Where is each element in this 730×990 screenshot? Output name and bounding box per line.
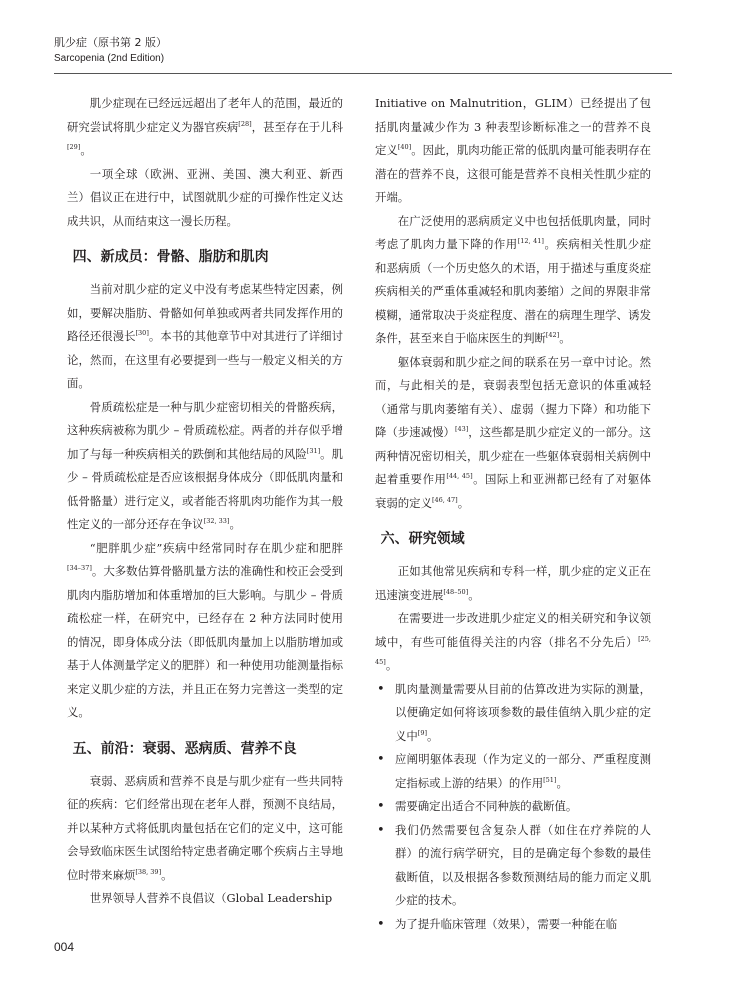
paragraph: 肌少症现在已经远远超出了老年人的范围，最近的研究尝试将肌少症定义为器官疾病[28]，甚至存在于儿科[29]。 bbox=[67, 96, 343, 157]
citation: [46, 47] bbox=[431, 495, 458, 504]
left-column bbox=[67, 92, 343, 911]
section-heading-6: 六、研究领域 bbox=[380, 531, 465, 547]
running-header bbox=[54, 36, 167, 65]
paragraph: Initiative on Malnutrition，GLIM）已经提出了包括肌肉量减少作为 3 种表型诊断标准之一的营养不良定义[40]。因此，肌肉功能正常的低肌肉量可能表明存在潜在的营养不良，这很可能是营养不良相关性肌少症的开端。 bbox=[375, 96, 651, 204]
citation: [25, 45] bbox=[375, 634, 651, 667]
paragraph: 当前对肌少症的定义中没有考虑某些特定因素，例如，要解决脂肪、骨骼如何单独或两者共同发挥作用的路径还很漫长[30]。本书的其他章节中对其进行了详细讨论，然而，在这里有必要提到一些与一般定义相关的方面。 bbox=[67, 282, 343, 390]
section-heading-4: 四、新成员：骨骼、脂肪和肌肉 bbox=[72, 249, 269, 265]
citation: [44, 45] bbox=[446, 472, 473, 481]
list-item: • 肌肉量测量需要从目前的估算改进为实际的测量，以便确定如何将该项参数的最佳值纳入肌少症的定义中[9]。 bbox=[375, 678, 651, 749]
citation: [42] bbox=[545, 331, 560, 340]
bullet-dot-icon: • bbox=[377, 752, 385, 767]
section-heading-5: 五、前沿：衰弱、恶病质、营养不良 bbox=[72, 740, 297, 757]
bullet-dot-icon: • bbox=[377, 822, 385, 838]
citation: [34–37] bbox=[67, 564, 92, 573]
right-column bbox=[375, 92, 651, 936]
list-item: • 需要确定出适合不同种族的截断值。 bbox=[375, 795, 651, 819]
citation: [30] bbox=[135, 329, 149, 338]
paragraph: 一项全球（欧洲、亚洲、美国、澳大利亚、新西兰）倡议正在进行中，试图就肌少症的可操作性定义达成共识，从而结束这一漫长历程。 bbox=[67, 166, 343, 228]
citation: [40] bbox=[397, 143, 412, 152]
citation: [38, 39] bbox=[135, 867, 162, 876]
citation: [28] bbox=[238, 119, 252, 128]
citation: [31] bbox=[306, 446, 321, 455]
citation: [32, 33] bbox=[203, 517, 230, 526]
citation: [48–50] bbox=[443, 587, 469, 596]
header-rule bbox=[54, 73, 672, 74]
bullet-dot-icon: • bbox=[377, 799, 385, 814]
book-title: 肌少症（原书第 2 版） bbox=[54, 36, 167, 49]
paragraph: 骨质疏松症是一种与肌少症密切相关的骨骼疾病，这种疾病被称为肌少 – 骨质疏松症。两者的并存似乎增加了与每一种疾病相关的跌倒和其他结局的风险[31]。肌少 – 骨质疏松症是否应该根据身体成分（即低肌肉量和低骨骼量）进行定义，或者能否将肌肉功能作为其一般性定义的一部分还存在争议[32, 33]。 bbox=[67, 399, 343, 531]
paragraph: 正如其他常见疾病和专科一样，肌少症的定义正在迅速演变进展[48–50]。 bbox=[375, 564, 651, 602]
list-item: • 为了提升临床管理（效果），需要一种能在临 bbox=[375, 913, 651, 937]
citation: [51] bbox=[543, 775, 557, 784]
paragraph: 世界领导人营养不良倡议（Global Leadership bbox=[89, 891, 333, 905]
research-bullet-list bbox=[375, 678, 651, 937]
book-subtitle: Sarcopenia (2nd Edition) bbox=[54, 53, 165, 64]
paragraph: 躯体衰弱和肌少症之间的联系在另一章中讨论。然而，与此相关的是，衰弱表型包括无意识的体重减轻（通常与肌肉萎缩有关）、虚弱（握力下降）和功能下降（步速减慢）[43]，这些都是肌少症定义的一部分。这两种情况密切相关，肌少症在一些躯体衰弱相关病例中起着重要作用[44, 45]。国际上和亚洲都已经有了对躯体衰弱的定义[46, 47]。 bbox=[375, 354, 651, 510]
citation: [12, 41] bbox=[517, 237, 544, 246]
bullet-dot-icon: • bbox=[377, 681, 385, 697]
citation: [9] bbox=[417, 728, 428, 737]
page-number: 004 bbox=[54, 940, 75, 954]
list-item: • 应阐明躯体表现（作为定义的一部分、严重程度测定指标或上游的结果）的作用[51]。 bbox=[375, 748, 651, 795]
citation: [43] bbox=[454, 425, 469, 434]
list-item: • 我们仍然需要包含复杂人群（如住在疗养院的人群）的流行病学研究，目的是确定每个参数的最佳截断值，以及根据各参数预测结局的能力而定义肌少症的技术。 bbox=[375, 819, 651, 913]
paragraph: 在广泛使用的恶病质定义中也包括低肌肉量，同时考虑了肌肉力量下降的作用[12, 41]。疾病相关性肌少症和恶病质（一个历史悠久的术语，用于描述与重度炎症疾病相关的严重体重减轻和肌肉萎缩）之间的界限非常模糊，通常取决于炎症程度、潜在的病理生理学、诱发条件，甚至来自于临床医生的判断[42]。 bbox=[375, 213, 651, 345]
paragraph: 衰弱、恶病质和营养不良是与肌少症有一些共同特征的疾病：它们经常出现在老年人群，预测不良结局，并以某种方式将低肌肉量包括在它们的定义中，这可能会导致临床医生试图给特定患者确定哪个疾病占主导地位时带来麻烦[38, 39]。 bbox=[67, 773, 343, 882]
bullet-dot-icon: • bbox=[377, 916, 385, 932]
paragraph: “肥胖肌少症”疾病中经常同时存在肌少症和肥胖[34–37]。大多数估算骨骼肌量方法的准确性和校正会受到肌肉内脂肪增加和体重增加的巨大影响。与肌少 – 骨质疏松症一样，在研究中，已经存在 2 种方法同时使用的情况，即身体成分法（即低肌肉量加上以脂肪增加或基于人体测量学定义的肥胖）和一种使用功能测量指标来定义肌少症的方法，并且正在努力完善这一类型的定义。 bbox=[67, 540, 343, 719]
paragraph: 在需要进一步改进肌少症定义的相关研究和争议领域中，有些可能值得关注的内容（排名不分先后）[25, 45]。 bbox=[375, 611, 651, 672]
citation: [29] bbox=[67, 143, 81, 152]
